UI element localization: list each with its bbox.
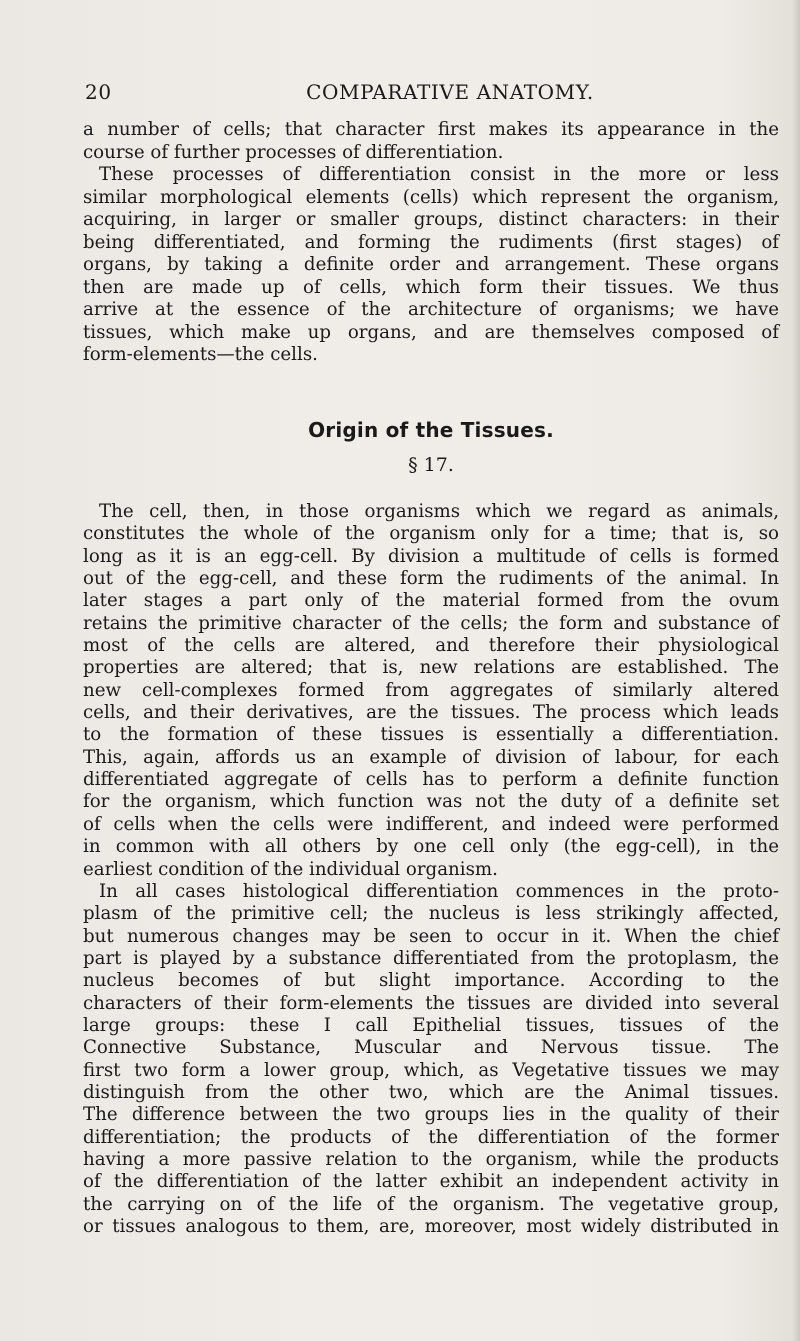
text-line: of cells when the cells were indifferent, and indeed were performed: [83, 813, 779, 835]
text-line: or tissues analogous to them, are, moreover, most widely distributed in: [83, 1216, 779, 1237]
text-line: to the formation of these tissues is essentially a differentiation.: [83, 724, 779, 746]
text-line: most of the cells are altered, and therefore their physiological: [83, 635, 779, 657]
text-line: differentiation; the products of the differentiation of the former: [83, 1126, 779, 1148]
text-line: In all cases histological differentiation commences in the proto-: [99, 880, 779, 902]
text-line: retains the primitive character of the cells; the form and substance of: [83, 612, 779, 634]
text-line: acquiring, in larger or smaller groups, distinct characters: in their: [83, 209, 779, 230]
page-number: 20: [85, 80, 112, 104]
running-title: COMPARATIVE ANATOMY.: [306, 80, 594, 104]
text-line: but numerous changes may be seen to occur in it. When the chief: [83, 925, 779, 947]
text-line: arrive at the essence of the architecture of organisms; we have: [83, 299, 779, 320]
text-line: later stages a part only of the material formed from the ovum: [83, 590, 779, 612]
text-line: for the organism, which function was not the duty of a definite set: [83, 791, 779, 813]
text-line: characters of their form-elements the tissues are divided into several: [83, 992, 779, 1014]
text-line: differentiated aggregate of cells has to perform a definite function: [83, 769, 779, 791]
page-header: [85, 80, 775, 110]
text-line: distinguish from the other two, which are the Animal tissues.: [83, 1081, 779, 1103]
text-line: The difference between the two groups lies in the quality of their: [83, 1104, 779, 1126]
text-line: earliest condition of the individual organism.: [83, 858, 498, 880]
paragraph-block-bottom: [83, 501, 779, 1238]
text-line: of the differentiation of the latter exhibit an independent activity in: [83, 1171, 779, 1193]
text-line: first two form a lower group, which, as Vegetative tissues we may: [83, 1059, 779, 1081]
text-line: course of further processes of differentiation.: [83, 141, 504, 163]
text-line: properties are altered; that is, new relations are established. The: [83, 657, 779, 679]
text-line: part is played by a substance differentiated from the protoplasm, the: [83, 947, 779, 969]
text-line: new cell-complexes formed from aggregates of similarly altered: [83, 679, 779, 701]
text-line: constitutes the whole of the organism only for a time; that is, so: [83, 523, 779, 545]
paragraph-block-top: [83, 119, 779, 367]
text-line: having a more passive relation to the organism, while the products: [83, 1148, 779, 1170]
text-line: organs, by taking a definite order and arrangement. These organs: [83, 254, 779, 275]
text-line: long as it is an egg-cell. By division a multitude of cells is formed: [83, 545, 779, 567]
text-line: similar morphological elements (cells) which represent the organism,: [83, 186, 779, 208]
text-line: in common with all others by one cell only (the egg-cell), in the: [83, 836, 779, 858]
text-line: This, again, affords us an example of division of labour, for each: [83, 746, 779, 768]
text-line: plasm of the primitive cell; the nucleus is less strikingly affected,: [83, 903, 779, 925]
text-line: These processes of differentiation consist in the more or less: [99, 164, 779, 185]
text-line: form-elements—the cells.: [83, 344, 318, 365]
text-line: tissues, which make up organs, and are themselves composed of: [83, 321, 779, 343]
text-line: cells, and their derivatives, are the tissues. The process which leads: [83, 702, 779, 724]
page-edge-shadow: [792, 0, 800, 1341]
text-line: then are made up of cells, which form their tissues. We thus: [83, 276, 779, 298]
section-number: § 17.: [408, 454, 454, 476]
text-line: nucleus becomes of but slight importance. According to the: [83, 970, 779, 992]
text-line: Connective Substance, Muscular and Nervous tissue. The: [83, 1037, 779, 1059]
text-line: being differentiated, and forming the rudiments (first stages) of: [83, 231, 779, 253]
text-line: a number of cells; that character first makes its appearance in the: [83, 119, 779, 140]
text-line: The cell, then, in those organisms which we regard as animals,: [99, 501, 779, 522]
text-line: large groups: these I call Epithelial tissues, tissues of the: [83, 1014, 779, 1036]
text-line: out of the egg-cell, and these form the rudiments of the animal. In: [83, 568, 779, 590]
text-line: the carrying on of the life of the organism. The vegetative group,: [83, 1193, 779, 1215]
section-heading: Origin of the Tissues.: [308, 418, 554, 442]
